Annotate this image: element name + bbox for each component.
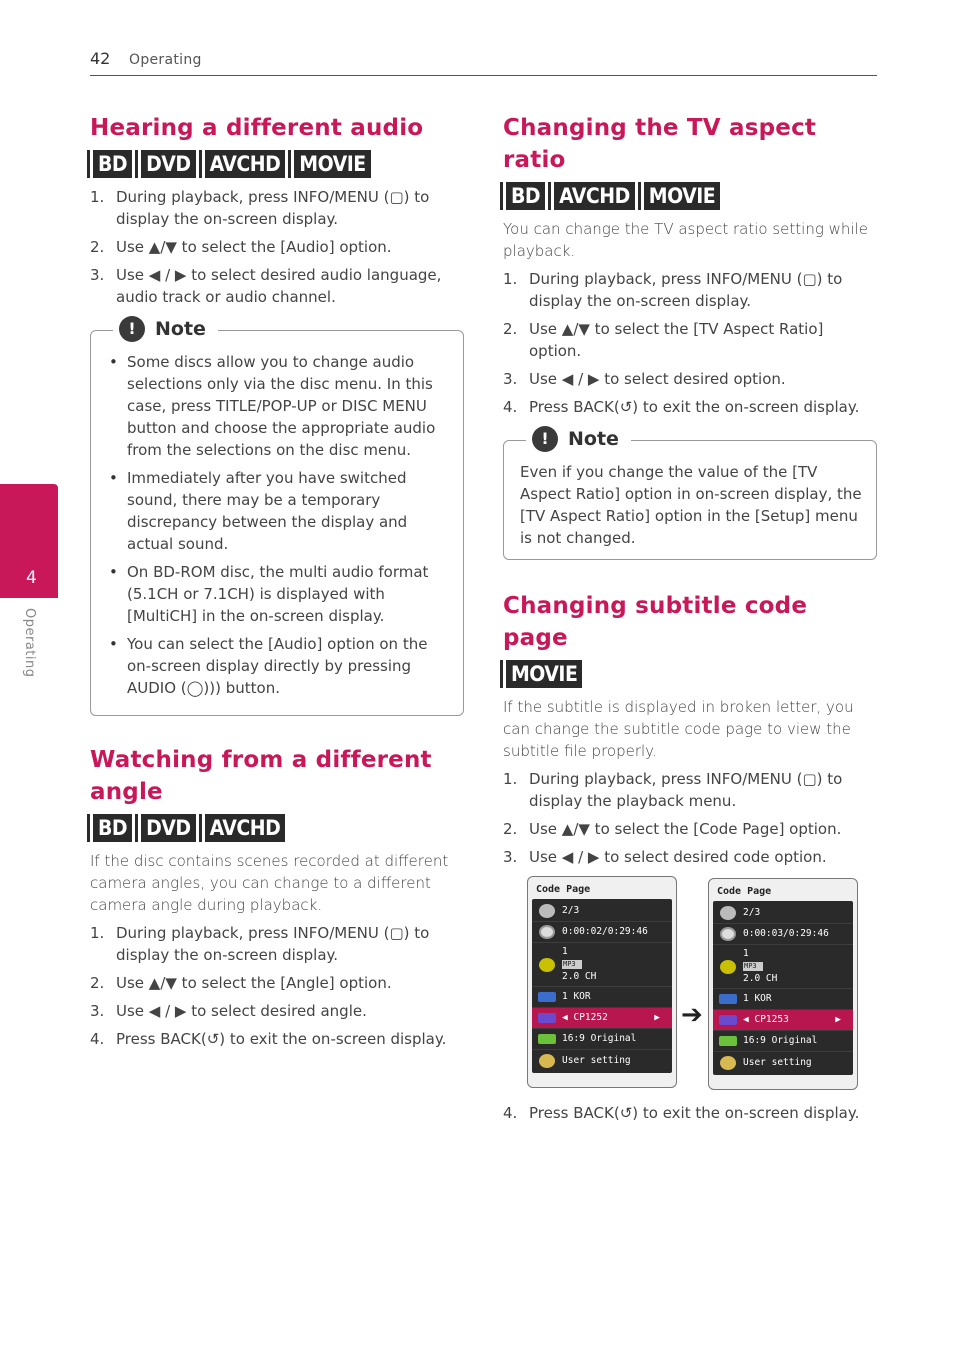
aspect-step (503, 396, 877, 418)
note-item: • Immediately after you have switched sound, there may be a temporary discrepancy between the display and actual sound. (107, 467, 449, 555)
osd-user-value: User setting (743, 1056, 812, 1068)
speaker-icon (713, 960, 743, 974)
right-arrow-icon: ➔ (681, 1000, 703, 1030)
osd-chapter-value: 2/3 (743, 907, 761, 918)
osd-screen-after (708, 878, 858, 1090)
osd-chapter-value: 2/3 (562, 905, 580, 916)
step-text: During playback, press INFO/MENU (▢) to display the on-screen display. (529, 270, 843, 310)
aspect-step (503, 368, 877, 390)
step-number: 1. (503, 270, 518, 288)
osd-audio-format: MP3 (743, 962, 763, 971)
right-arrow-icon: ▶ (654, 1012, 660, 1023)
step-text: Use ◀ / ▶ to select desired audio language, audio track or audio channel. (116, 266, 442, 306)
aspect-step (503, 318, 877, 362)
page-header (90, 47, 877, 76)
badge-bd: BD (90, 150, 132, 178)
angle-step (90, 1000, 464, 1022)
code-page-icon (713, 1015, 743, 1025)
badge-bd: BD (503, 182, 545, 210)
osd-row-audio (532, 943, 672, 987)
step-number: 2. (503, 820, 518, 838)
step-number: 3. (90, 266, 105, 284)
angle-step (90, 922, 464, 966)
subtitle-section (503, 590, 877, 1124)
palette-icon (713, 1056, 743, 1070)
angle-step (90, 972, 464, 994)
step-number: 2. (90, 238, 105, 256)
osd-row-time (713, 924, 853, 945)
audio-disc-badges (90, 150, 464, 178)
badge-bd: BD (90, 814, 132, 842)
osd-code-page-value (743, 1014, 853, 1026)
code-page-screens (503, 876, 877, 1090)
speaker-icon (532, 958, 562, 972)
step-text: Use ▲/▼ to select the [Code Page] option. (529, 820, 842, 838)
note-item: • On BD-ROM disc, the multi audio format (5.1CH or 7.1CH) is displayed with [MultiCH] in the on-screen display. (107, 561, 449, 627)
osd-row-user (713, 1052, 853, 1073)
osd-aspect-value: 16:9 Original (743, 1035, 818, 1046)
osd-title: Code Page (717, 886, 772, 897)
subtitle-icon (532, 992, 562, 1002)
step-text: Press BACK(↺) to exit the on-screen display. (529, 398, 860, 416)
osd-user-value: User setting (562, 1054, 631, 1066)
step-text: Use ▲/▼ to select the [Angle] option. (116, 974, 392, 992)
left-arrow-icon: ◀ (743, 1014, 749, 1025)
subtitle-intro: If the subtitle is displayed in broken letter, you can change the subtitle code page to view the subtitle file properly. (503, 698, 854, 760)
note-item: • You can select the [Audio] option on the on-screen display directly by pressing AUDIO (◯))) button. (107, 633, 449, 699)
osd-code-page-value (562, 1012, 672, 1024)
aspect-note-text: Even if you change the value of the [TV Aspect Ratio] option in on-screen display, the [TV Aspect Ratio] option in the [Setup] menu is not changed. (520, 463, 862, 547)
clock-icon (713, 927, 743, 941)
aspect-ratio-icon (713, 1036, 743, 1046)
code-page-text: CP1252 (573, 1012, 608, 1023)
step-number: 4. (503, 398, 518, 416)
step-number: 4. (90, 1030, 105, 1048)
angle-steps (90, 922, 464, 1050)
badge-movie: MOVIE (291, 150, 370, 178)
audio-step (90, 236, 464, 258)
osd-row-time (532, 922, 672, 943)
osd-audio-channel: 2.0 CH (562, 971, 597, 982)
step-number: 3. (90, 1002, 105, 1020)
subtitle-icon (713, 994, 743, 1004)
subtitle-step (503, 768, 877, 812)
note-header (113, 316, 218, 342)
audio-note-list (107, 351, 449, 699)
subtitle-step (503, 818, 877, 840)
step-text: Use ▲/▼ to select the [Audio] option. (116, 238, 392, 256)
page-section-label: Operating (129, 52, 202, 68)
aspect-section-title: Changing the TV aspect ratio (503, 115, 817, 173)
exclamation-icon: ! (532, 426, 558, 452)
osd-row-audio (713, 945, 853, 989)
clock-icon (532, 925, 562, 939)
aspect-section (503, 112, 877, 560)
step-text: Use ▲/▼ to select the [TV Aspect Ratio] option. (529, 320, 824, 360)
aspect-step (503, 268, 877, 312)
step-number: 3. (503, 848, 518, 866)
subtitle-step (503, 1102, 877, 1124)
osd-row-subtitle (532, 987, 672, 1008)
osd-audio-format: MP3 (562, 960, 582, 969)
audio-step (90, 186, 464, 230)
step-number: 1. (90, 188, 105, 206)
step-number: 2. (503, 320, 518, 338)
right-column (503, 112, 877, 1130)
subtitle-final-step (503, 1102, 877, 1124)
osd-audio-values (562, 946, 672, 983)
step-text: Use ◀ / ▶ to select desired code option. (529, 848, 827, 866)
page-number: 42 (90, 49, 111, 68)
step-text: During playback, press INFO/MENU (▢) to display the playback menu. (529, 770, 843, 810)
step-number: 4. (503, 1104, 518, 1122)
step-text: During playback, press INFO/MENU (▢) to display the on-screen display. (116, 188, 430, 228)
code-page-icon (532, 1013, 562, 1023)
note-item: • Some discs allow you to change audio selections only via the disc menu. In this case, press TITLE/POP-UP or DISC MENU button and choose the appropriate audio from the selections on the disc menu. (107, 351, 449, 461)
audio-note-box (90, 318, 464, 716)
osd-panel (713, 901, 853, 1075)
aspect-ratio-icon (532, 1034, 562, 1044)
badge-avchd: AVCHD (551, 182, 635, 210)
film-reel-icon (713, 906, 743, 920)
note-title: Note (155, 318, 206, 340)
subtitle-disc-badges (503, 660, 877, 688)
osd-aspect-value: 16:9 Original (562, 1033, 637, 1044)
angle-section-title: Watching from a different angle (90, 747, 432, 805)
palette-icon (532, 1054, 562, 1068)
angle-step (90, 1028, 464, 1050)
osd-time-value: 0:00:02/0:29:46 (562, 926, 648, 937)
osd-row-user (532, 1050, 672, 1071)
left-arrow-icon: ◀ (562, 1012, 568, 1023)
aspect-steps (503, 268, 877, 418)
badge-movie: MOVIE (503, 660, 582, 688)
aspect-intro: You can change the TV aspect ratio setting while playback. (503, 220, 868, 260)
chapter-label: Operating (22, 608, 37, 678)
osd-row-aspect (713, 1031, 853, 1052)
osd-audio-track: 1 (743, 948, 749, 959)
note-title: Note (568, 428, 619, 450)
angle-intro: If the disc contains scenes recorded at different camera angles, you can change to a different camera angle during playback. (90, 852, 449, 914)
step-number: 2. (90, 974, 105, 992)
osd-row-code-page[interactable] (713, 1010, 853, 1031)
osd-audio-values (743, 948, 853, 985)
chapter-tab (0, 484, 58, 598)
step-text: Press BACK(↺) to exit the on-screen display. (116, 1030, 447, 1048)
badge-dvd: DVD (138, 150, 196, 178)
osd-row-chapter (532, 901, 672, 922)
exclamation-icon: ! (119, 316, 145, 342)
audio-section-title: Hearing a different audio (90, 115, 424, 141)
audio-steps (90, 186, 464, 308)
aspect-note-box (503, 428, 877, 560)
osd-screen-before (527, 876, 677, 1088)
right-arrow-icon: ▶ (835, 1014, 841, 1025)
subtitle-steps (503, 768, 877, 868)
step-number: 3. (503, 370, 518, 388)
film-reel-icon (532, 904, 562, 918)
step-text: Use ◀ / ▶ to select desired option. (529, 370, 786, 388)
note-header (526, 426, 631, 452)
aspect-disc-badges (503, 182, 877, 210)
step-number: 1. (503, 770, 518, 788)
step-text: Press BACK(↺) to exit the on-screen display. (529, 1104, 860, 1122)
badge-avchd: AVCHD (202, 150, 286, 178)
angle-disc-badges (90, 814, 464, 842)
code-page-text: CP1253 (754, 1014, 789, 1025)
osd-title: Code Page (536, 884, 591, 895)
chapter-number: 4 (26, 568, 37, 588)
osd-audio-track: 1 (562, 946, 568, 957)
left-column (90, 112, 464, 1056)
osd-row-chapter (713, 903, 853, 924)
step-number: 1. (90, 924, 105, 942)
angle-section (90, 744, 464, 1050)
audio-section (90, 112, 464, 716)
osd-row-code-page[interactable] (532, 1008, 672, 1029)
badge-dvd: DVD (138, 814, 196, 842)
subtitle-section-title: Changing subtitle code page (503, 593, 808, 651)
osd-row-subtitle (713, 989, 853, 1010)
osd-panel (532, 899, 672, 1073)
osd-time-value: 0:00:03/0:29:46 (743, 928, 829, 939)
badge-movie: MOVIE (641, 182, 720, 210)
audio-step (90, 264, 464, 308)
subtitle-step (503, 846, 877, 868)
step-text: During playback, press INFO/MENU (▢) to display the on-screen display. (116, 924, 430, 964)
osd-audio-channel: 2.0 CH (743, 973, 778, 984)
step-text: Use ◀ / ▶ to select desired angle. (116, 1002, 367, 1020)
badge-avchd: AVCHD (202, 814, 286, 842)
osd-subtitle-value: 1 KOR (743, 993, 772, 1004)
osd-subtitle-value: 1 KOR (562, 991, 591, 1002)
osd-row-aspect (532, 1029, 672, 1050)
